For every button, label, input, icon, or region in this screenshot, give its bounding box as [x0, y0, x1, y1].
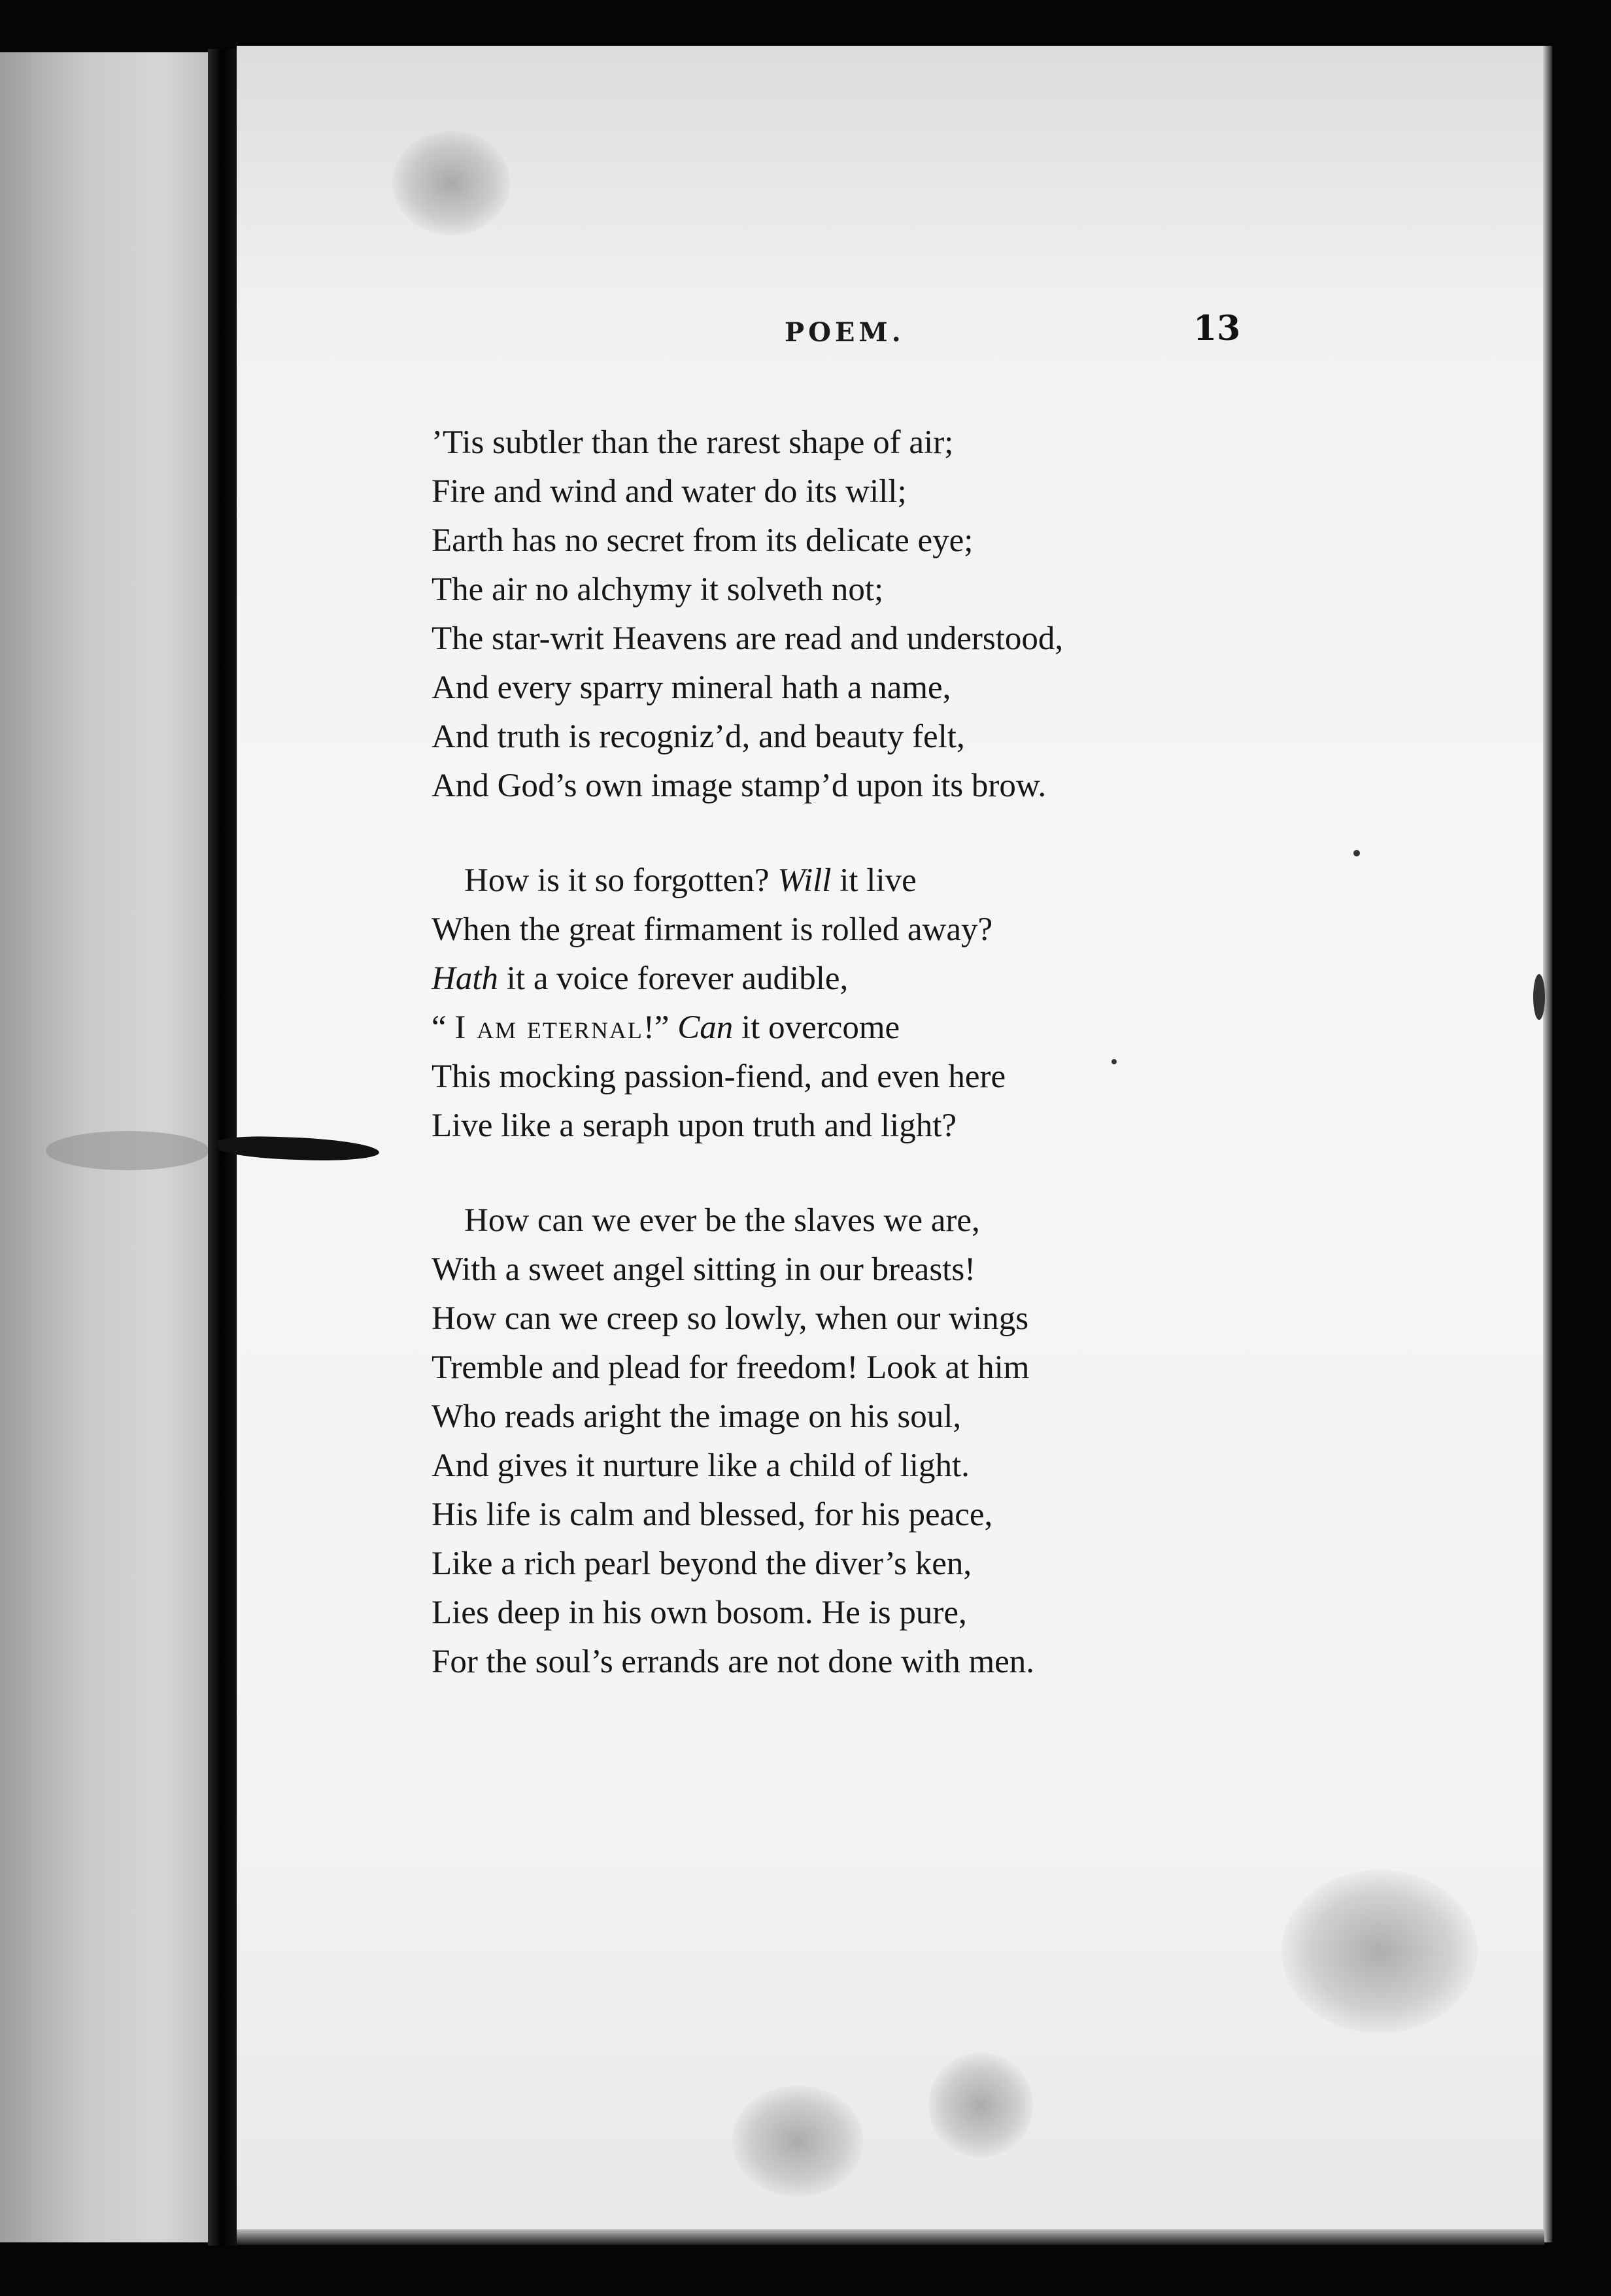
page-number: 13 — [1193, 309, 1241, 348]
verse-line: Like a rich pearl beyond the diver’s ken, — [432, 1545, 972, 1582]
verse-line — [432, 856, 1216, 905]
verse-line — [432, 954, 1216, 1004]
italic-word: Will — [777, 862, 832, 899]
verse-line: How can we creep so lowly, when our wings — [432, 1300, 1029, 1337]
verse-text: it a voice forever audible, — [498, 960, 849, 997]
verse-line: Fire and wind and water do its will; — [432, 473, 907, 510]
verse-text: it overcome — [733, 1009, 900, 1046]
stanza-2 — [432, 856, 1216, 1151]
verse-line: Earth has no secret from its delicate eye; — [432, 522, 974, 559]
verse-line: His life is calm and blessed, for his peace, — [432, 1496, 993, 1533]
verse-line: With a sweet angel sitting in our breasts! — [432, 1251, 976, 1288]
stanza-1 — [432, 418, 1216, 811]
verse-text: it live — [831, 862, 917, 899]
verse-text: !” — [643, 1009, 678, 1046]
verse-line: When the great firmament is rolled away? — [432, 911, 993, 948]
italic-word: Hath — [432, 960, 498, 997]
foxing-stain — [1281, 1870, 1478, 2033]
stanza-3 — [432, 1196, 1216, 1687]
verse-line: This mocking passion-fiend, and even here — [432, 1058, 1006, 1095]
ink-spot — [1353, 850, 1360, 856]
verse-line: And truth is recogniz’d, and beauty felt, — [432, 718, 965, 755]
small-caps-phrase: I am eternal — [454, 1009, 643, 1046]
verse-line — [432, 1004, 1216, 1053]
verse-line: And gives it nurture like a child of light. — [432, 1447, 970, 1484]
italic-word: Can — [677, 1009, 734, 1046]
poem-text — [432, 418, 1216, 1732]
ink-spot — [1533, 974, 1545, 1020]
verse-line: And every sparry mineral hath a name, — [432, 669, 951, 706]
verse-line: How can we ever be the slaves we are, — [464, 1202, 980, 1239]
verse-line: The air no alchymy it solveth not; — [432, 571, 884, 608]
verse-line: And God’s own image stamp’d upon its brow. — [432, 768, 1047, 804]
verse-line: For the soul’s errands are not done with men. — [432, 1644, 1035, 1680]
verse-text: “ — [432, 1009, 455, 1046]
foxing-stain — [928, 2053, 1033, 2157]
page-bottom-edge — [237, 2229, 1544, 2245]
verse-line: Who reads aright the image on his soul, — [432, 1398, 962, 1435]
verse-line: The star-writ Heavens are read and understood, — [432, 620, 1064, 657]
page-right-edge — [1543, 46, 1552, 2242]
verse-line: Live like a seraph upon truth and light? — [432, 1107, 957, 1144]
foxing-stain — [392, 131, 510, 235]
verse-line: Lies deep in his own bosom. He is pure, — [432, 1595, 967, 1631]
verse-line: Tremble and plead for freedom! Look at him — [432, 1349, 1030, 1386]
running-head: POEM. — [785, 317, 905, 348]
verse-text: How is it so forgotten? — [464, 862, 778, 899]
smudge — [46, 1131, 209, 1170]
foxing-stain — [732, 2085, 863, 2197]
verse-line: ’Tis subtler than the rarest shape of air; — [432, 424, 954, 461]
